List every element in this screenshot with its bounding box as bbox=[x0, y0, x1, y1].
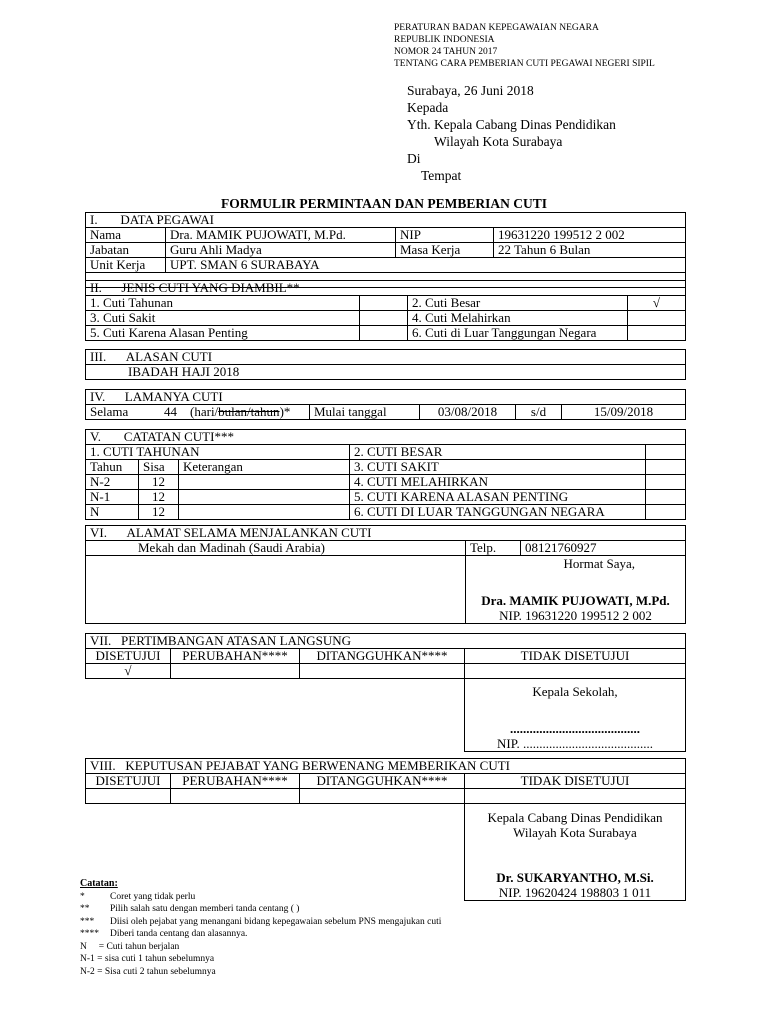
option-cuti-melahirkan-check[interactable] bbox=[628, 311, 686, 326]
keterangan-cell[interactable] bbox=[179, 505, 350, 520]
disetujui-header: DISETUJUI bbox=[86, 649, 171, 664]
blank-area bbox=[86, 679, 465, 752]
telp-label: Telp. bbox=[466, 541, 521, 556]
tahun-cell: N-2 bbox=[86, 475, 139, 490]
pejabat-name: Dr. SUKARYANTHO, M.Si. bbox=[496, 870, 654, 885]
col-tahun: Tahun bbox=[86, 460, 139, 475]
header-line-4: TENTANG CARA PEMBERIAN CUTI PEGAWAI NEGERI SIPIL bbox=[394, 59, 655, 69]
mulai-label: Mulai tanggal bbox=[310, 405, 420, 420]
tidak-disetujui-cell[interactable] bbox=[465, 664, 686, 679]
tidak-disetujui-cell[interactable] bbox=[465, 789, 686, 804]
nip-value[interactable]: 19631220 199512 2 002 bbox=[494, 228, 686, 243]
disetujui-header: DISETUJUI bbox=[86, 774, 171, 789]
section-7-heading: VII. PERTIMBANGAN ATASAN LANGSUNG bbox=[86, 634, 686, 649]
note-item: * Coret yang tidak perlu bbox=[80, 891, 196, 902]
perubahan-cell[interactable] bbox=[171, 664, 300, 679]
sisa-cell[interactable]: 12 bbox=[139, 475, 179, 490]
section-catatan-cuti bbox=[85, 429, 686, 520]
form-title: FORMULIR PERMINTAAN DAN PEMBERIAN CUTI bbox=[221, 196, 547, 211]
masa-kerja-value[interactable]: 22 Tahun 6 Bulan bbox=[494, 243, 686, 258]
section-6-heading: VI. ALAMAT SELAMA MENJALANKAN CUTI bbox=[86, 526, 686, 541]
alasan-value[interactable]: IBADAH HAJI 2018 bbox=[86, 365, 686, 380]
perubahan-header: PERUBAHAN**** bbox=[171, 649, 300, 664]
note-item: *** Diisi oleh pejabat yang menangani bidang kepegawaian sebelum PNS mengajukan cuti bbox=[80, 916, 442, 927]
ditangguhkan-header: DITANGGUHKAN**** bbox=[300, 774, 465, 789]
notes-heading: Catatan: bbox=[80, 878, 118, 889]
option-alasan-penting-check[interactable] bbox=[360, 326, 408, 341]
section-data-pegawai bbox=[85, 212, 686, 288]
tidak-disetujui-header: TIDAK DISETUJUI bbox=[465, 649, 686, 664]
option-cuti-sakit-check[interactable] bbox=[360, 311, 408, 326]
table-row bbox=[86, 475, 686, 490]
pejabat-nip: NIP. 19620424 198803 1 011 bbox=[498, 885, 652, 900]
atasan-name-dots: ........................................ bbox=[510, 721, 640, 736]
alamat-blank bbox=[86, 556, 466, 624]
cuti-besar-label: 2. CUTI BESAR bbox=[350, 445, 646, 460]
tidak-disetujui-header: TIDAK DISETUJUI bbox=[465, 774, 686, 789]
sisa-cell[interactable]: 12 bbox=[139, 490, 179, 505]
section-8-heading: VIII. KEPUTUSAN PEJABAT YANG BERWENANG MEMBERIKAN CUTI bbox=[86, 759, 686, 774]
telp-value[interactable]: 08121760927 bbox=[521, 541, 686, 556]
section-1-heading: I. DATA PEGAWAI bbox=[86, 213, 686, 228]
alasan-penting-label: 5. CUTI KARENA ALASAN PENTING bbox=[350, 490, 646, 505]
option-alasan-penting: 5. Cuti Karena Alasan Penting bbox=[86, 326, 360, 341]
option-luar-tanggungan: 6. Cuti di Luar Tanggungan Negara bbox=[408, 326, 628, 341]
atasan-nip: NIP. ........................................ bbox=[496, 736, 653, 751]
ditangguhkan-cell[interactable] bbox=[300, 664, 465, 679]
disetujui-cell[interactable] bbox=[86, 789, 171, 804]
wilayah: Wilayah Kota Surabaya bbox=[434, 134, 563, 149]
pejabat-role-2: Wilayah Kota Surabaya bbox=[513, 825, 637, 840]
cuti-melahirkan-note[interactable] bbox=[646, 475, 686, 490]
sd-label: s/d bbox=[516, 405, 562, 420]
cuti-sakit-label: 3. CUTI SAKIT bbox=[350, 460, 646, 475]
nama-label: Nama bbox=[86, 228, 166, 243]
option-cuti-besar-check[interactable]: √ bbox=[628, 296, 686, 311]
table-row bbox=[86, 490, 686, 505]
tahun-cell: N bbox=[86, 505, 139, 520]
col-sisa: Sisa bbox=[139, 460, 179, 475]
section-pertimbangan bbox=[85, 633, 686, 752]
nip-label: NIP bbox=[396, 228, 494, 243]
atasan-role: Kepala Sekolah, bbox=[532, 684, 618, 699]
luar-tanggungan-note[interactable] bbox=[646, 505, 686, 520]
pejabat-role-1: Kepala Cabang Dinas Pendidikan bbox=[487, 810, 663, 825]
di: Di bbox=[407, 151, 421, 166]
table-row bbox=[86, 505, 686, 520]
note-n: N = Cuti tahun berjalan bbox=[80, 941, 180, 952]
section-3-heading: III. ALASAN CUTI bbox=[86, 350, 686, 365]
masa-kerja-label: Masa Kerja bbox=[396, 243, 494, 258]
note-item: ** Pilih salah satu dengan memberi tanda centang ( ) bbox=[80, 904, 300, 914]
yth: Yth. Kepala Cabang Dinas Pendidikan bbox=[407, 117, 616, 132]
luar-tanggungan-label: 6. CUTI DI LUAR TANGGUNGAN NEGARA bbox=[350, 505, 646, 520]
section-alamat-cuti bbox=[85, 525, 686, 624]
alamat-value[interactable]: Mekah dan Madinah (Saudi Arabia) bbox=[86, 541, 466, 556]
perubahan-cell[interactable] bbox=[171, 789, 300, 804]
alasan-penting-note[interactable] bbox=[646, 490, 686, 505]
note-n2: N-2 = Sisa cuti 2 tahun sebelumnya bbox=[80, 966, 216, 977]
section-alasan-cuti bbox=[85, 349, 686, 380]
regulation-header bbox=[394, 22, 655, 70]
kepada: Kepada bbox=[407, 100, 449, 115]
cuti-tahunan-label: 1. CUTI TAHUNAN bbox=[86, 445, 350, 460]
jabatan-label: Jabatan bbox=[86, 243, 166, 258]
address-block bbox=[407, 82, 616, 184]
pegawai-nip: NIP. 19631220 199512 2 002 bbox=[499, 608, 652, 623]
section-2-heading: II. JENIS CUTI YANG DIAMBIL** bbox=[86, 281, 686, 296]
notes-block bbox=[80, 878, 441, 978]
tahun-cell: N-1 bbox=[86, 490, 139, 505]
option-cuti-besar: 2. Cuti Besar bbox=[408, 296, 628, 311]
ditangguhkan-cell[interactable] bbox=[300, 789, 465, 804]
option-cuti-tahunan-check[interactable] bbox=[360, 296, 408, 311]
signature-atasan bbox=[465, 679, 686, 752]
perubahan-header: PERUBAHAN**** bbox=[171, 774, 300, 789]
signature-pegawai bbox=[466, 556, 686, 624]
nama-value[interactable]: Dra. MAMIK PUJOWATI, M.Pd. bbox=[166, 228, 396, 243]
keterangan-cell[interactable] bbox=[179, 475, 350, 490]
note-n1: N-1 = sisa cuti 1 tahun sebelumnya bbox=[80, 954, 215, 964]
pegawai-name: Dra. MAMIK PUJOWATI, M.Pd. bbox=[481, 593, 670, 608]
col-keterangan: Keterangan bbox=[179, 460, 350, 475]
keterangan-cell[interactable] bbox=[179, 490, 350, 505]
option-cuti-melahirkan: 4. Cuti Melahirkan bbox=[408, 311, 628, 326]
header-line-2: REPUBLIK INDONESIA bbox=[394, 35, 495, 45]
unit-kerja-label: Unit Kerja bbox=[86, 258, 166, 273]
option-cuti-tahunan: 1. Cuti Tahunan bbox=[86, 296, 360, 311]
disetujui-check[interactable]: √ bbox=[86, 664, 171, 679]
section-lamanya-cuti bbox=[85, 389, 686, 420]
option-luar-tanggungan-check[interactable] bbox=[628, 326, 686, 341]
start-date[interactable]: 03/08/2018 bbox=[420, 405, 516, 420]
days-value: 44 bbox=[164, 404, 178, 419]
jabatan-value[interactable]: Guru Ahli Madya bbox=[166, 243, 396, 258]
header-line-3: NOMOR 24 TAHUN 2017 bbox=[394, 47, 498, 57]
sisa-cell[interactable]: 12 bbox=[139, 505, 179, 520]
section-4-heading: IV. LAMANYA CUTI bbox=[86, 390, 686, 405]
cuti-besar-note[interactable] bbox=[646, 445, 686, 460]
section-5-heading: V. CATATAN CUTI*** bbox=[86, 430, 686, 445]
cuti-melahirkan-label: 4. CUTI MELAHIRKAN bbox=[350, 475, 646, 490]
header-line-1: PERATURAN BADAN KEPEGAWAIAN NEGARA bbox=[394, 23, 599, 33]
tempat: Tempat bbox=[421, 168, 462, 183]
cuti-sakit-note[interactable] bbox=[646, 460, 686, 475]
selama-cell[interactable]: Selama 44 (hari/bulan/tahun)* bbox=[86, 405, 310, 420]
unit-kerja-value[interactable]: UPT. SMAN 6 SURABAYA bbox=[166, 258, 686, 273]
end-date[interactable]: 15/09/2018 bbox=[562, 405, 686, 420]
ditangguhkan-header: DITANGGUHKAN**** bbox=[300, 649, 465, 664]
signature-pejabat bbox=[465, 804, 686, 901]
option-cuti-sakit: 3. Cuti Sakit bbox=[86, 311, 360, 326]
place-date: Surabaya, 26 Juni 2018 bbox=[407, 83, 534, 98]
hormat-saya: Hormat Saya, bbox=[563, 556, 635, 571]
note-item: **** Diberi tanda centang dan alasannya. bbox=[80, 929, 248, 939]
section-jenis-cuti bbox=[85, 280, 686, 341]
